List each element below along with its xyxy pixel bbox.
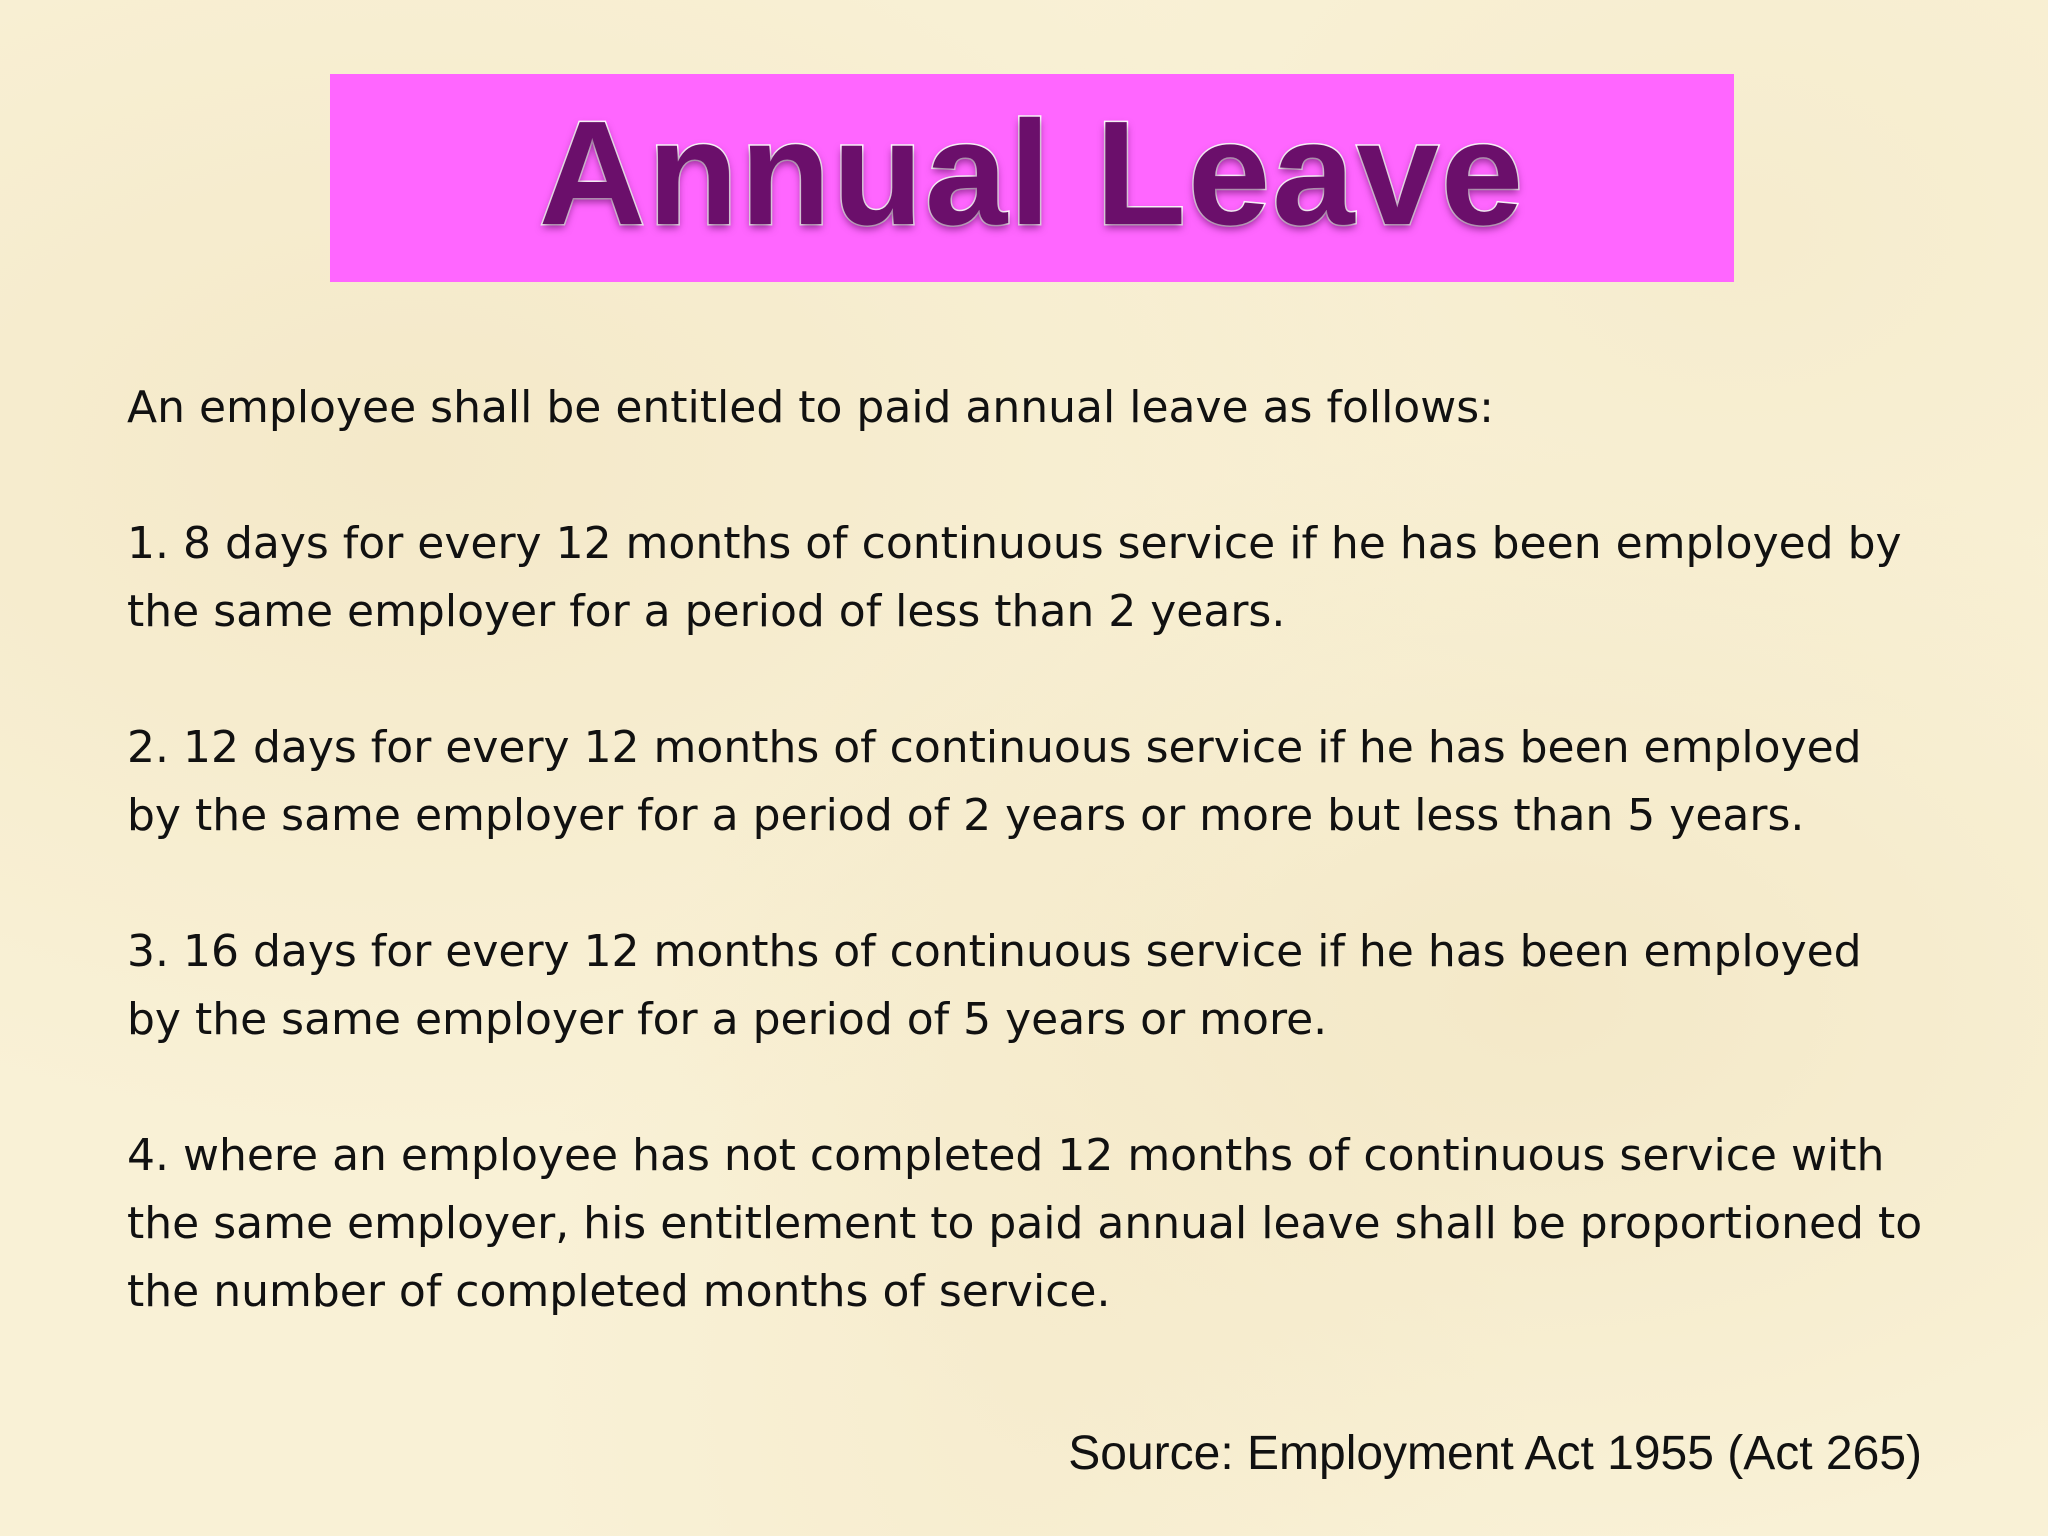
list-item-3: 3. 16 days for every 12 months of continuous service if he has been employed by the same employer for a period of 5 years or more. bbox=[127, 926, 1862, 1045]
list-item-4: 4. where an employee has not completed 12 months of continuous service with the same employer, his entitlement to paid annual leave shall be proportioned to the number of completed months of service. bbox=[127, 1130, 1923, 1317]
source-citation: Source: Employment Act 1955 (Act 265) bbox=[1068, 1427, 1922, 1480]
title-banner bbox=[330, 74, 1734, 282]
list-item-1: 1. 8 days for every 12 months of continuous service if he has been employed by the same employer for a period of less than 2 years. bbox=[127, 518, 1902, 637]
intro-text: An employee shall be entitled to paid annual leave as follows: bbox=[127, 382, 1494, 433]
leave-content bbox=[127, 374, 1927, 1326]
page-title: Annual Leave bbox=[538, 91, 1526, 256]
list-item-2: 2. 12 days for every 12 months of continuous service if he has been employed by the same employer for a period of 2 years or more but less than 5 years. bbox=[127, 722, 1862, 841]
